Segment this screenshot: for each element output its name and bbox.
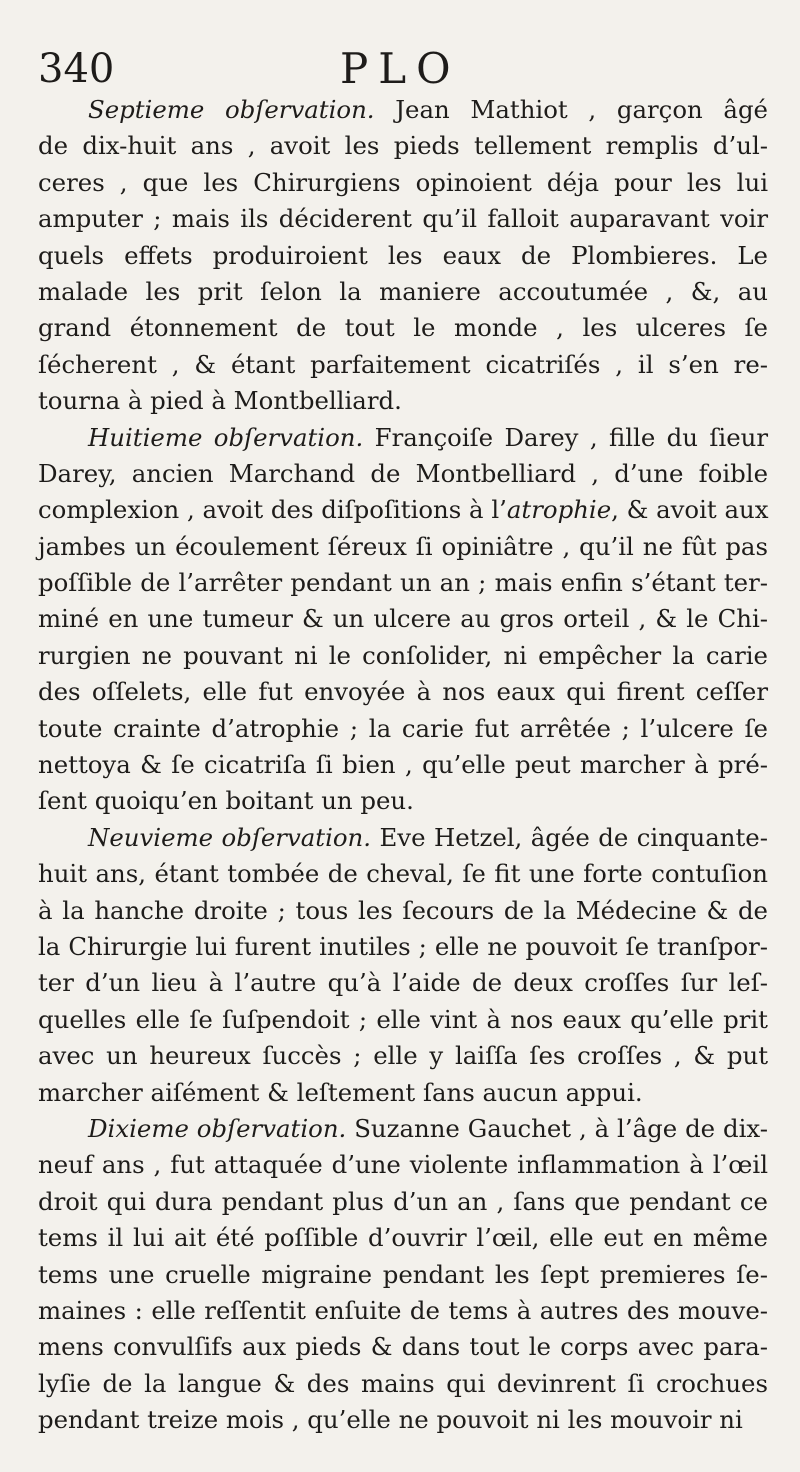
text-line	[38, 1329, 768, 1365]
text-line	[38, 347, 768, 383]
text-line	[38, 1257, 768, 1293]
text-line	[38, 310, 768, 346]
text-run: lyſie de la langue & des mains qui devinrent ſi crochues	[38, 1368, 768, 1398]
text-line	[38, 1220, 768, 1256]
text-line	[38, 383, 768, 419]
page-number: 340	[38, 46, 115, 92]
text-run: quelles elle ſe ſuſpendoit ; elle vint à nos eaux qu’elle prit	[38, 1004, 768, 1034]
text-run: , & avoit aux	[611, 495, 769, 525]
text-line	[38, 165, 768, 201]
paragraph	[38, 1111, 768, 1439]
text-line	[38, 820, 768, 856]
text-run: droit qui dura pendant plus d’un an , ſans que pendant ce	[38, 1186, 768, 1216]
text-run: maines : elle reſſentit enſuite de tems à autres des mouve-	[38, 1295, 768, 1325]
text-run: avec un heureux ſuccès ; elle y laiſſa ſes croſſes , & put	[38, 1041, 768, 1071]
text-line	[38, 965, 768, 1001]
text-line	[38, 1184, 768, 1220]
text-run: Darey, ancien Marchand de Montbelliard , d’une foible	[38, 458, 768, 488]
page-body	[38, 92, 768, 1438]
text-line	[38, 565, 768, 601]
text-run: grand étonnement de tout le monde , les ulceres ſe	[38, 313, 768, 343]
text-run: ſécherent , & étant parfaitement cicatriſés , il s’en re-	[38, 349, 768, 379]
text-run: complexion , avoit des diſpoſitions à l’	[38, 495, 507, 525]
text-line	[38, 238, 768, 274]
text-line	[38, 674, 768, 710]
text-run: tems une cruelle migraine pendant les ſept premieres ſe-	[38, 1259, 768, 1289]
text-run: de dix-huit ans , avoit les pieds tellement remplis d’ul-	[38, 131, 768, 161]
text-run: poſſible de l’arrêter pendant un an ; mais enfin s’étant ter-	[38, 568, 768, 598]
page-header	[0, 42, 800, 94]
text-line	[38, 492, 768, 528]
text-run: amputer ; mais ils déciderent qu’il falloit auparavant voir	[38, 204, 768, 234]
text-run: quels effets produiroient les eaux de Plombieres. Le	[38, 240, 768, 270]
text-run: Suzanne Gauchet , à l’âge de dix-	[354, 1113, 768, 1143]
text-run: Françoiſe Darey , fille du ſieur	[374, 422, 768, 452]
text-run: mens convulſifs aux pieds & dans tout le corps avec para-	[38, 1332, 768, 1362]
italic-term: atrophie	[506, 495, 612, 525]
text-line	[38, 1002, 768, 1038]
text-run: jambes un écoulement ſéreux ſi opiniâtre , qu’il ne fût pas	[38, 531, 768, 561]
text-line	[38, 1147, 768, 1183]
text-run: marcher aiſément & leſtement ſans aucun appui.	[38, 1077, 643, 1107]
text-line	[38, 201, 768, 237]
text-run: huit ans, étant tombée de cheval, ſe fit une forte contuſion	[38, 859, 768, 889]
text-line	[38, 783, 768, 819]
text-line	[38, 929, 768, 965]
text-line	[38, 638, 768, 674]
text-run: ceres , que les Chirurgiens opinoient déja pour les lui	[38, 167, 768, 197]
text-line	[38, 893, 768, 929]
text-run: la Chirurgie lui furent inutiles ; elle ne pouvoit ſe tranſpor-	[38, 931, 768, 961]
observation-heading: Huitieme obſervation.	[88, 422, 364, 452]
text-line	[38, 420, 768, 456]
text-line	[38, 274, 768, 310]
text-run: des oſſelets, elle fut envoyée à nos eaux qui firent ceſſer	[38, 677, 768, 707]
text-run: tourna à pied à Montbelliard.	[38, 386, 402, 416]
paragraph	[38, 92, 768, 420]
text-run: Jean Mathiot , garçon âgé	[395, 95, 768, 124]
paragraph	[38, 420, 768, 820]
paragraph	[38, 820, 768, 1111]
text-run: toute crainte d’atrophie ; la carie fut arrêtée ; l’ulcere ſe	[38, 713, 768, 743]
text-run: nettoya & ſe cicatriſa ſi bien , qu’elle peut marcher à pré-	[38, 750, 768, 780]
text-line	[38, 601, 768, 637]
text-run: miné en une tumeur & un ulcere au gros orteil , & le Chi-	[38, 604, 768, 634]
text-run: ter d’un lieu à l’autre qu’à l’aide de deux croſſes ſur leſ-	[38, 968, 768, 998]
text-line	[38, 456, 768, 492]
text-line	[38, 747, 768, 783]
text-line	[38, 529, 768, 565]
text-run: malade les prit ſelon la maniere accoutumée , &, au	[38, 276, 768, 306]
text-line	[38, 1038, 768, 1074]
text-run: neuf ans , fut attaquée d’une violente inflammation à l’œil	[38, 1150, 768, 1180]
text-run: Eve Hetzel, âgée de cinquante-	[379, 822, 768, 852]
observation-heading: Septieme obſervation.	[88, 95, 375, 124]
observation-heading: Dixieme obſervation.	[88, 1113, 347, 1143]
observation-heading: Neuvieme obſervation.	[88, 822, 372, 852]
text-line	[38, 1075, 768, 1111]
text-line	[38, 1366, 768, 1402]
text-run: ſent quoiqu’en boitant un peu.	[38, 786, 414, 816]
text-run: tems il lui ait été poſſible d’ouvrir l’œil, elle eut en même	[38, 1223, 768, 1253]
text-line	[38, 92, 768, 128]
text-line	[38, 128, 768, 164]
text-line	[38, 1111, 768, 1147]
text-line	[38, 856, 768, 892]
text-run: rurgien ne pouvant ni le conſolider, ni empêcher la carie	[38, 640, 768, 670]
text-run: pendant treize mois , qu’elle ne pouvoit ni les mouvoir ni	[38, 1405, 743, 1435]
text-line	[38, 711, 768, 747]
text-line	[38, 1293, 768, 1329]
text-run: à la hanche droite ; tous les ſecours de la Médecine & de	[38, 895, 768, 925]
running-head: PLO	[340, 44, 461, 93]
text-line	[38, 1402, 768, 1438]
